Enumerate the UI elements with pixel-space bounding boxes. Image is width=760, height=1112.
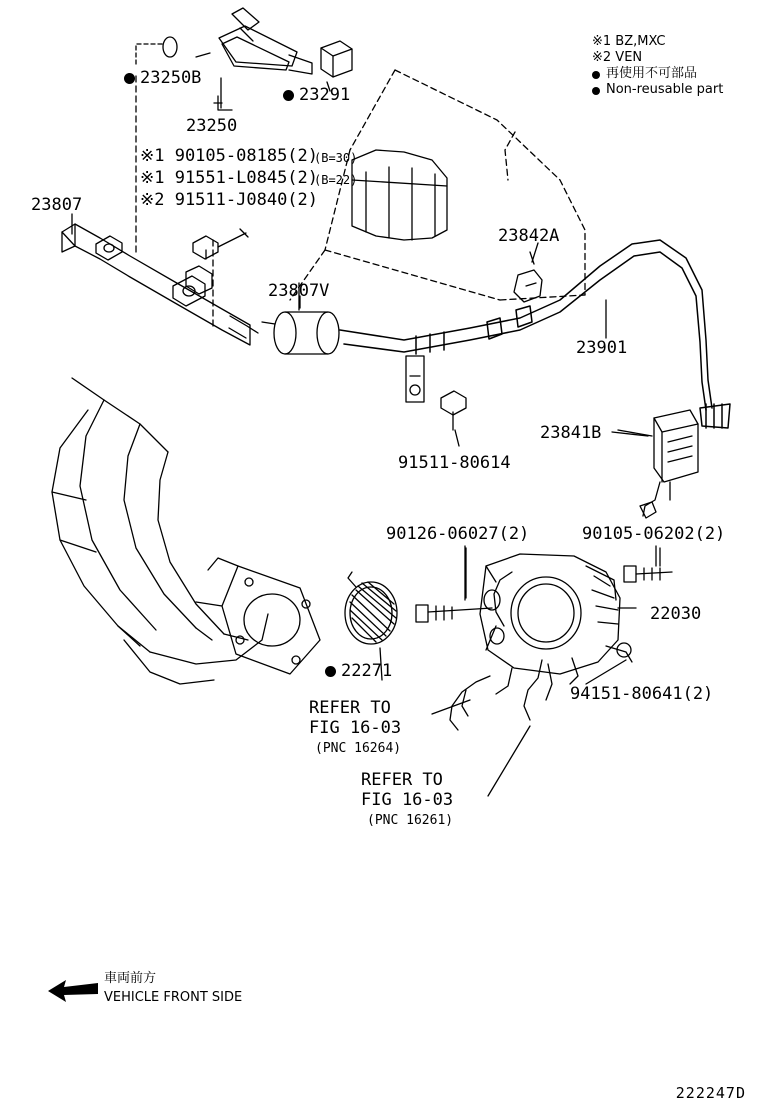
short-bolt-art bbox=[624, 548, 672, 582]
refer-line-3: (PNC 16261) bbox=[367, 812, 454, 828]
callout-91511-j0840[interactable]: ※2 91511-J0840(2) bbox=[140, 190, 319, 210]
callout-b30: (B=30) bbox=[314, 151, 358, 165]
legend-note-3: Non-reusable part bbox=[592, 82, 752, 98]
callout-b22: (B=22) bbox=[314, 173, 358, 187]
callout-22271[interactable]: 22271 bbox=[341, 661, 393, 681]
clip-23842A-art bbox=[514, 252, 542, 302]
callout-22030[interactable]: 22030 bbox=[650, 604, 702, 624]
legend-note-1: ※2 VEN bbox=[592, 50, 643, 65]
plug-23291-art bbox=[321, 41, 352, 91]
non-reusable-bullet-23291 bbox=[283, 90, 294, 101]
refer-line-1: REFER TO bbox=[361, 770, 443, 790]
callout-23807v[interactable]: 23807V bbox=[268, 281, 330, 301]
rail-bracket-art bbox=[406, 356, 466, 446]
long-bolt-art bbox=[416, 548, 492, 622]
front-label-en: VEHICLE FRONT SIDE bbox=[104, 990, 243, 1005]
callout-91551-l0845[interactable]: ※1 91551-L0845(2) bbox=[140, 168, 319, 188]
refer-line-1: REFER TO bbox=[309, 698, 391, 718]
refer-line-2: FIG 16-03 bbox=[361, 789, 454, 810]
refer-line-3: (PNC 16264) bbox=[315, 740, 402, 756]
legend-notes bbox=[592, 34, 752, 98]
callout-90105-06202[interactable]: 90105-06202(2) bbox=[582, 524, 726, 544]
refer-line-2: FIG 16-03 bbox=[309, 717, 402, 738]
front-label-jp: 車両前方 bbox=[104, 971, 157, 986]
valve-23841B-art bbox=[618, 410, 698, 518]
non-reusable-bullet-23250b bbox=[124, 73, 135, 84]
legend-note-2: 再使用不可部品 bbox=[592, 66, 752, 82]
callout-23250b[interactable]: 23250B bbox=[140, 68, 202, 88]
front-arrow-icon bbox=[48, 978, 98, 1004]
callout-91511-80614[interactable]: 91511-80614 bbox=[398, 453, 511, 473]
figure-code: 222247D bbox=[675, 1084, 746, 1102]
legend-note-0: ※1 BZ,MXC bbox=[592, 34, 666, 49]
callout-94151-80641[interactable]: 94151-80641(2) bbox=[570, 684, 714, 704]
intake-manifold-art bbox=[52, 378, 320, 684]
refer-block-1[interactable] bbox=[309, 698, 402, 756]
manifold-detail-art bbox=[352, 150, 447, 240]
rail-bolt-art bbox=[193, 229, 248, 259]
non-reusable-bullet-22271 bbox=[325, 666, 336, 677]
fuel-tube-23901-art bbox=[340, 240, 730, 428]
damper-23807V-art bbox=[262, 296, 339, 354]
callout-90105-08185[interactable]: ※1 90105-08185(2) bbox=[140, 146, 319, 166]
callout-23291[interactable]: 23291 bbox=[299, 85, 351, 105]
refer-block-2[interactable] bbox=[361, 770, 454, 828]
gasket-22271-art bbox=[345, 572, 397, 644]
callout-90126-06027[interactable]: 90126-06027(2) bbox=[386, 524, 530, 544]
callout-23807[interactable]: 23807 bbox=[31, 195, 83, 215]
callout-23250[interactable]: 23250 bbox=[186, 116, 238, 136]
fuel-rail-art bbox=[62, 224, 258, 345]
callout-23901[interactable]: 23901 bbox=[576, 338, 628, 358]
callout-23842a[interactable]: 23842A bbox=[498, 226, 560, 246]
callout-23841b[interactable]: 23841B bbox=[540, 423, 602, 443]
